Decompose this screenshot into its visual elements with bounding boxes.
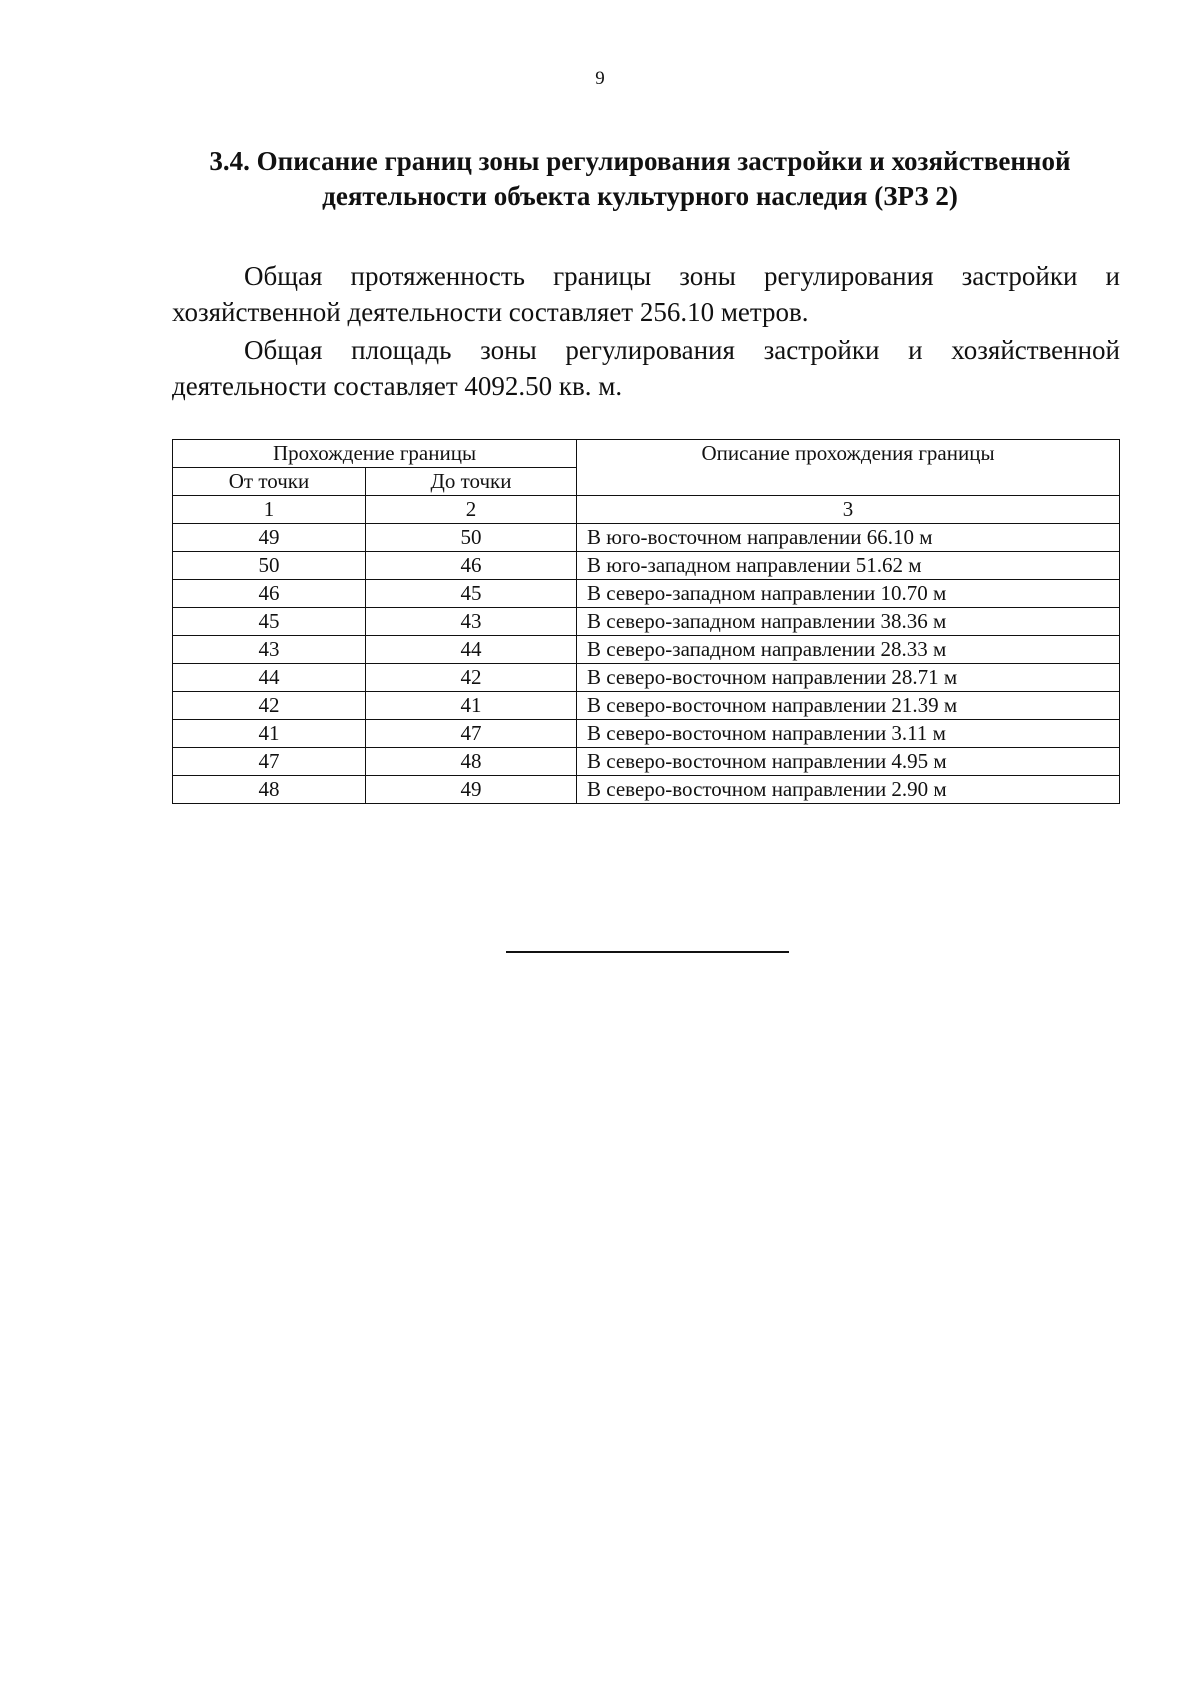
paragraph-line: хозяйственной деятельности составляет 256.10 метров.	[172, 297, 809, 327]
from-cell: 42	[173, 692, 366, 720]
description-cell: В северо-западном направлении 28.33 м	[577, 636, 1120, 664]
description-cell: В северо-восточном направлении 2.90 м	[577, 776, 1120, 804]
description-cell: В северо-восточном направлении 28.71 м	[577, 664, 1120, 692]
to-cell: 48	[366, 748, 577, 776]
column-number-cell: 2	[366, 496, 577, 524]
column-number-row	[173, 496, 1120, 524]
from-cell: 50	[173, 552, 366, 580]
boundary-length-paragraph	[172, 258, 1120, 330]
end-divider	[506, 951, 789, 953]
from-cell: 49	[173, 524, 366, 552]
to-cell: 41	[366, 692, 577, 720]
to-cell: 44	[366, 636, 577, 664]
description-cell: В северо-западном направлении 38.36 м	[577, 608, 1120, 636]
zone-area-paragraph	[172, 332, 1120, 404]
group-header-cell: Прохождение границы	[173, 440, 577, 468]
heading-line-1: 3.4. Описание границ зоны регулирования застройки и хозяйственной	[209, 146, 1071, 176]
table-row	[173, 608, 1120, 636]
to-cell: 43	[366, 608, 577, 636]
boundary-table	[172, 439, 1120, 804]
table-row	[173, 580, 1120, 608]
from-cell: 41	[173, 720, 366, 748]
description-header-cell: Описание прохождения границы	[577, 440, 1120, 496]
table-row	[173, 776, 1120, 804]
table-row	[173, 748, 1120, 776]
table-header-row	[173, 440, 1120, 468]
column-number-cell: 1	[173, 496, 366, 524]
paragraph-line: Общая площадь зоны регулирования застройки и хозяйственной	[244, 335, 1120, 365]
paragraph-line: деятельности составляет 4092.50 кв. м.	[172, 371, 623, 401]
table-row	[173, 636, 1120, 664]
from-cell: 43	[173, 636, 366, 664]
section-heading	[160, 144, 1120, 214]
to-cell: 49	[366, 776, 577, 804]
paragraph-line: Общая протяженность границы зоны регулирования застройки и	[244, 261, 1120, 291]
to-header-cell: До точки	[366, 468, 577, 496]
table-row	[173, 552, 1120, 580]
from-cell: 45	[173, 608, 366, 636]
from-cell: 46	[173, 580, 366, 608]
table-row	[173, 664, 1120, 692]
description-cell: В юго-западном направлении 51.62 м	[577, 552, 1120, 580]
to-cell: 46	[366, 552, 577, 580]
heading-line-2: деятельности объекта культурного наследия (ЗРЗ 2)	[322, 181, 958, 211]
to-cell: 42	[366, 664, 577, 692]
table-row	[173, 720, 1120, 748]
table-row	[173, 524, 1120, 552]
column-number-cell: 3	[577, 496, 1120, 524]
description-cell: В северо-западном направлении 10.70 м	[577, 580, 1120, 608]
to-cell: 47	[366, 720, 577, 748]
to-cell: 50	[366, 524, 577, 552]
from-header-cell: От точки	[173, 468, 366, 496]
description-cell: В северо-восточном направлении 4.95 м	[577, 748, 1120, 776]
description-cell: В северо-восточном направлении 3.11 м	[577, 720, 1120, 748]
from-cell: 44	[173, 664, 366, 692]
description-cell: В северо-восточном направлении 21.39 м	[577, 692, 1120, 720]
from-cell: 47	[173, 748, 366, 776]
to-cell: 45	[366, 580, 577, 608]
from-cell: 48	[173, 776, 366, 804]
description-cell: В юго-восточном направлении 66.10 м	[577, 524, 1120, 552]
table-row	[173, 692, 1120, 720]
page-number: 9	[595, 68, 605, 89]
